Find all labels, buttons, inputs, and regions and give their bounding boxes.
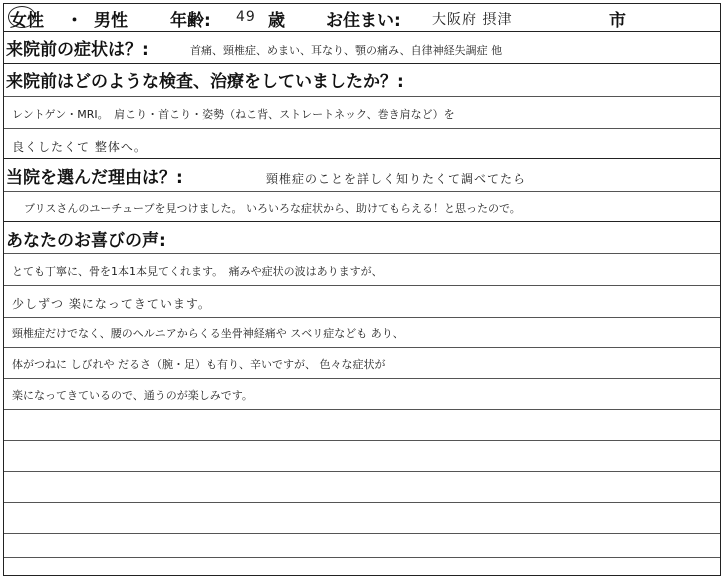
blank-row-line xyxy=(4,533,720,534)
row-divider xyxy=(4,347,720,348)
address-value: 大阪府 摂津 xyxy=(432,12,513,28)
row-divider xyxy=(4,378,720,379)
blank-row-line xyxy=(4,502,720,503)
q4-label: あなたのお喜びの声: xyxy=(6,231,166,251)
row-divider xyxy=(4,221,720,222)
q4-line: とても丁寧に、骨を1本1本見てくれます。 痛みや症状の波はありますが、 xyxy=(12,265,383,278)
q2-answer-line2: 良くしたくて 整体へ。 xyxy=(12,140,147,154)
row-divider xyxy=(4,31,720,32)
row-divider xyxy=(4,317,720,318)
q3-answer-line1: 頸椎症のことを詳しく知りたくて調べてたら xyxy=(266,172,527,186)
row-divider xyxy=(4,96,720,97)
gender-female-label: 女性 xyxy=(10,11,44,31)
q4-line: 楽になってきているので、通うのが楽しみです。 xyxy=(12,389,253,402)
row-divider xyxy=(4,253,720,254)
q2-label: 来院前はどのような検査、治療をしていましたか？: xyxy=(6,72,404,92)
row-divider xyxy=(4,285,720,286)
gender-bullet: ・ xyxy=(66,11,83,31)
address-label: お住まい: xyxy=(326,11,401,31)
q3-answer-line2: ブリスさんのユーチューブを見つけました。 いろいろな症状から、助けてもらえる！と思ったので。 xyxy=(24,202,521,215)
row-divider xyxy=(4,128,720,129)
address-unit: 市 xyxy=(609,11,626,31)
q3-label: 当院を選んだ理由は？: xyxy=(6,168,183,188)
q4-line: 少しずつ 楽になってきています。 xyxy=(12,297,211,311)
age-label: 年齢: xyxy=(170,11,211,31)
blank-row-line xyxy=(4,471,720,472)
age-unit: 歳 xyxy=(268,11,285,31)
row-divider xyxy=(4,409,720,410)
testimonial-form xyxy=(3,3,721,576)
q1-answer: 首痛、頸椎症、めまい、耳なり、顎の痛み、自律神経失調症 他 xyxy=(190,44,503,57)
q1-label: 来院前の症状は？: xyxy=(6,40,149,60)
row-divider xyxy=(4,63,720,64)
q4-line: 体がつねに しびれや だるさ（腕・足）も有り、辛いですが、 色々な症状が xyxy=(12,358,386,371)
age-value: 49 xyxy=(236,9,256,25)
row-divider xyxy=(4,191,720,192)
q4-line: 頸椎症だけでなく、腰のヘルニアからくる坐骨神経痛や スベリ症なども あり、 xyxy=(12,327,404,340)
blank-row-line xyxy=(4,440,720,441)
blank-row-line xyxy=(4,557,720,558)
row-divider xyxy=(4,158,720,159)
q2-answer-line1: レントゲン・MRI。 肩こり・首こり・姿勢（ねこ背、ストレートネック、巻き肩など）を xyxy=(12,108,455,121)
gender-male-label: 男性 xyxy=(94,11,128,31)
